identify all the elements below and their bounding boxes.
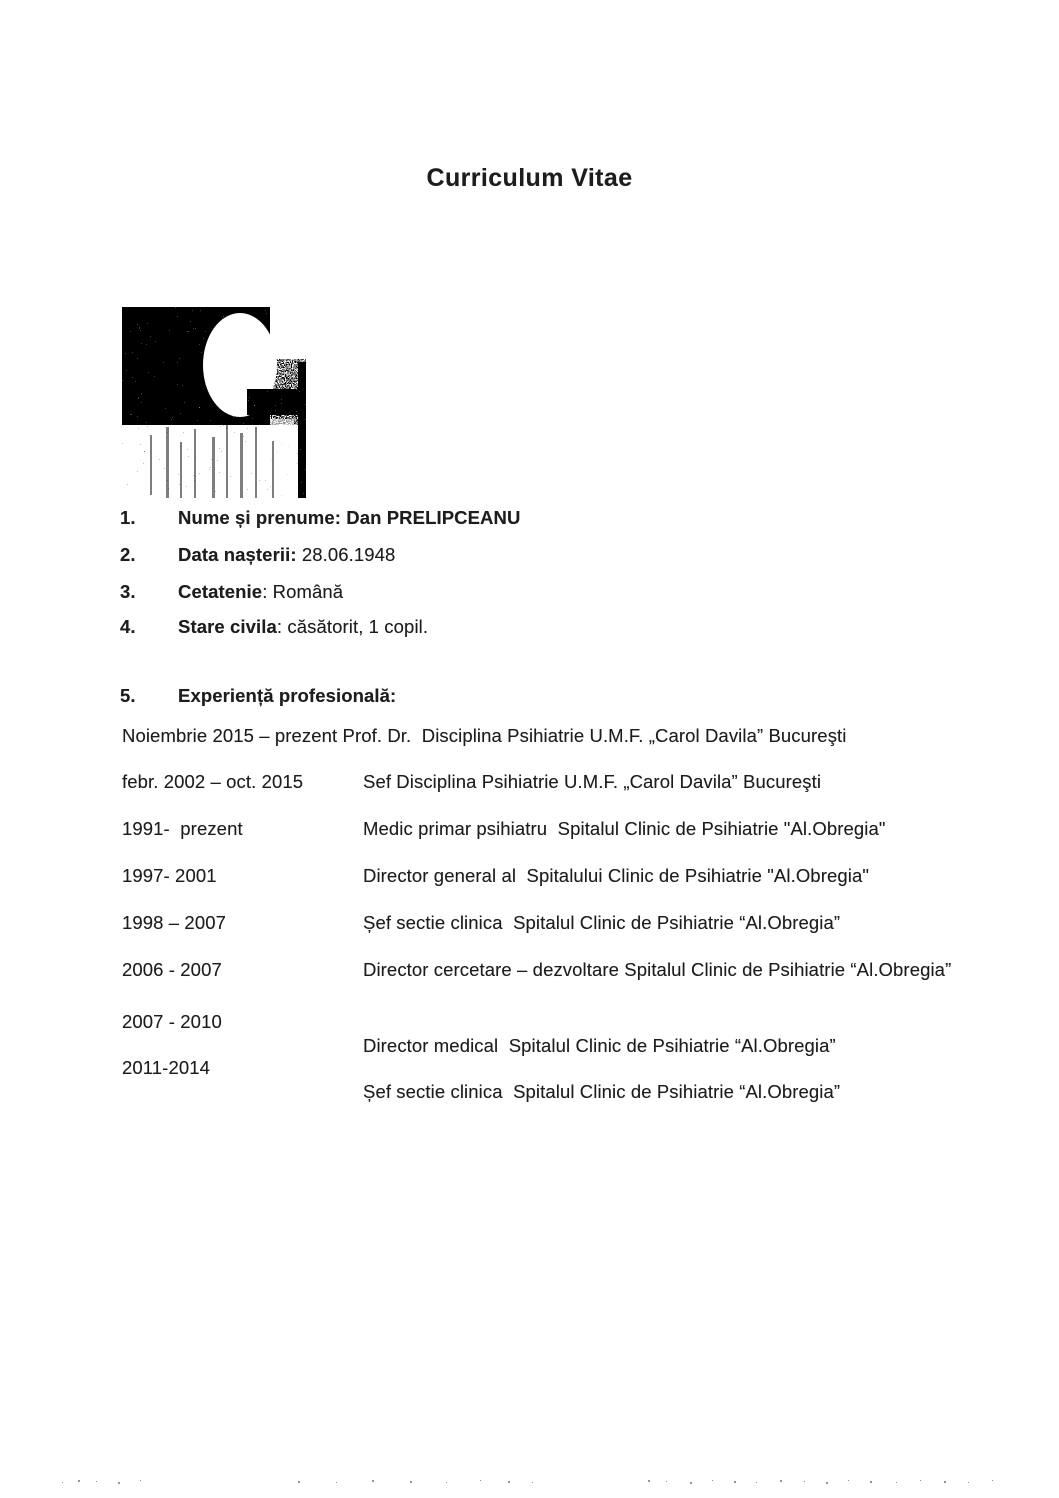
item-3-value: : Română xyxy=(262,581,344,602)
experience-period: 2011-2014 xyxy=(122,1057,210,1078)
item-3-citizenship xyxy=(178,580,343,604)
experience-position: Sef Disciplina Psihiatrie U.M.F. „Carol Davila” Bucureşti xyxy=(363,771,822,792)
item-4-number: 4. xyxy=(120,616,136,637)
item-3-number: 3. xyxy=(120,581,136,602)
scan-speck xyxy=(666,1481,667,1482)
item-4-value: : căsătorit, 1 copil. xyxy=(276,616,429,637)
experience-position: Director medical Spitalul Clinic de Psihiatrie “Al.Obregia” xyxy=(363,1035,836,1056)
scan-speck xyxy=(804,1481,805,1482)
scan-speck xyxy=(712,1480,713,1481)
item-3-label: Cetatenie xyxy=(178,581,263,602)
experience-position: Șef sectie clinica Spitalul Clinic de Psihiatrie “Al.Obregia” xyxy=(363,912,841,933)
scan-speck xyxy=(870,1481,872,1483)
scan-speck xyxy=(336,1482,337,1483)
portrait-photo-image xyxy=(122,307,306,498)
item-1-value: Dan PRELIPCEANU xyxy=(346,507,521,528)
experience-position: Director cercetare – dezvoltare Spitalul Clinic de Psihiatrie “Al.Obregia” xyxy=(363,959,952,980)
item-4-label: Stare civila xyxy=(178,616,277,637)
scan-speck xyxy=(140,1480,141,1481)
scan-speck xyxy=(968,1482,969,1483)
item-2-value: 28.06.1948 xyxy=(301,544,396,565)
scan-speck xyxy=(96,1481,97,1482)
experience-period: 2006 - 2007 xyxy=(122,959,222,980)
item-1-number: 1. xyxy=(120,507,136,528)
scan-speck xyxy=(780,1480,782,1482)
scan-speck xyxy=(508,1481,510,1483)
experience-intro-line: Noiembrie 2015 – prezent Prof. Dr. Disciplina Psihiatrie U.M.F. „Carol Davila” Bucureşti xyxy=(122,725,847,746)
experience-position: Director general al Spitalului Clinic de Psihiatrie "Al.Obregia" xyxy=(363,865,869,886)
experience-period: 1997- 2001 xyxy=(122,865,217,886)
experience-section-heading: Experiență profesională: xyxy=(178,685,397,706)
item-1-label: Nume și prenume: xyxy=(178,507,341,528)
scan-speck xyxy=(992,1480,993,1481)
item-1-name xyxy=(178,506,520,530)
scan-speck xyxy=(648,1480,650,1482)
item-4-marital-status xyxy=(178,615,428,639)
experience-period: 1998 – 2007 xyxy=(122,912,226,933)
experience-section-number: 5. xyxy=(120,685,136,706)
scan-speck xyxy=(690,1482,692,1484)
scan-speck xyxy=(62,1482,63,1483)
scan-speck xyxy=(410,1481,412,1483)
item-2-number: 2. xyxy=(120,544,136,565)
scan-speck xyxy=(480,1480,481,1481)
scan-speck xyxy=(372,1480,374,1482)
scan-speck xyxy=(920,1480,921,1481)
scan-speck xyxy=(756,1482,757,1483)
scan-speck xyxy=(298,1481,300,1483)
experience-period: febr. 2002 – oct. 2015 xyxy=(122,771,304,792)
scan-speck xyxy=(118,1482,120,1484)
scan-speck xyxy=(826,1482,828,1484)
scan-speck xyxy=(532,1482,533,1483)
item-2-label: Data nașterii: xyxy=(178,544,297,565)
scan-speck xyxy=(896,1482,897,1483)
scan-speck xyxy=(944,1481,946,1483)
scan-speck xyxy=(734,1481,736,1483)
page-title: Curriculum Vitae xyxy=(426,164,633,192)
scan-speck xyxy=(78,1480,80,1482)
experience-position: Șef sectie clinica Spitalul Clinic de Psihiatrie “Al.Obregia” xyxy=(363,1081,841,1102)
experience-period: 1991- prezent xyxy=(122,818,243,839)
item-2-birthdate xyxy=(178,543,395,567)
experience-period: 2007 - 2010 xyxy=(122,1011,222,1032)
scan-speck xyxy=(848,1480,849,1481)
experience-position: Medic primar psihiatru Spitalul Clinic de Psihiatrie "Al.Obregia" xyxy=(363,818,886,839)
portrait-photo xyxy=(122,271,306,462)
scan-speck xyxy=(446,1482,447,1483)
